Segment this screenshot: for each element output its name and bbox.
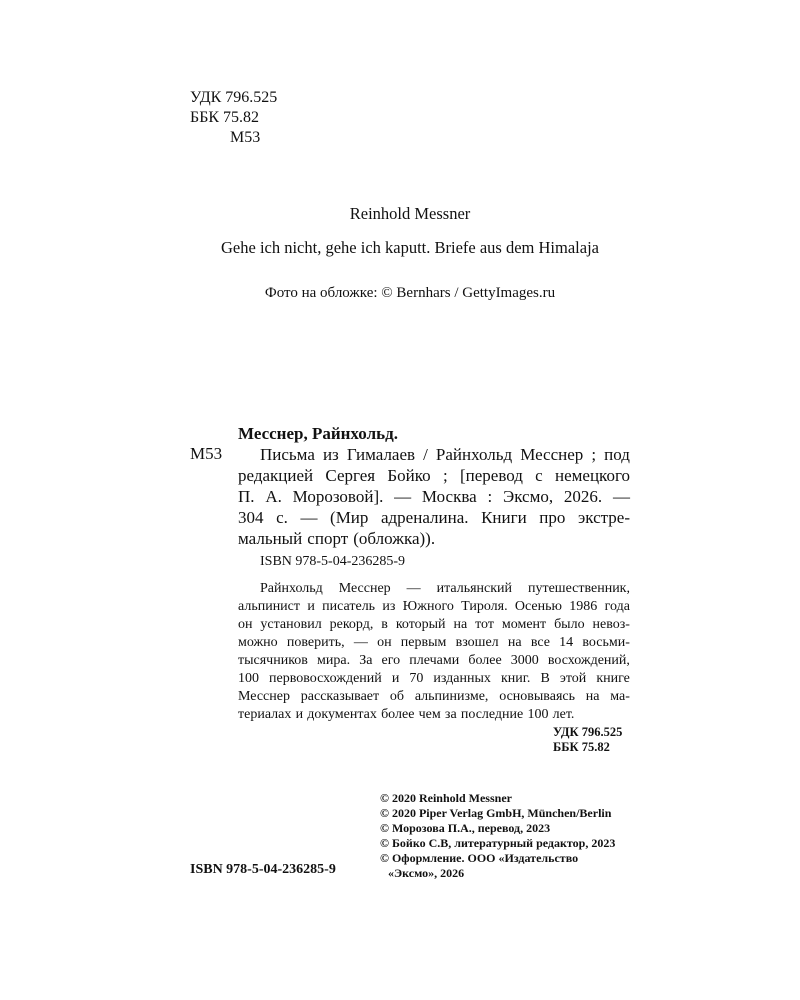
word: последние	[460, 707, 524, 722]
word: ма-	[610, 689, 630, 704]
word: Бойко	[387, 466, 431, 485]
word: териалах	[238, 707, 292, 722]
annotation-line	[238, 652, 630, 670]
catalog-isbn: ISBN 978-5-04-236285-9	[260, 554, 406, 569]
copyright-line: © Морозова П.А., перевод, 2023	[380, 821, 551, 835]
catalog-line	[238, 507, 630, 528]
word: этой	[559, 671, 587, 686]
word: с.	[276, 508, 288, 527]
word: Москва	[421, 487, 477, 506]
word: 1986	[569, 599, 598, 614]
photo-credit: Фото на обложке: © Bernhars / GettyImages.ru	[264, 285, 556, 301]
word: Тироля.	[461, 599, 508, 614]
word: Райнхольд	[435, 445, 513, 464]
word: :	[487, 487, 493, 506]
word: было	[554, 617, 585, 632]
word: рекорд,	[329, 617, 374, 632]
word: (Мир	[330, 508, 369, 527]
annotation-line	[238, 688, 630, 706]
word: За	[359, 653, 373, 668]
classification-right	[553, 725, 622, 755]
catalog-description	[238, 444, 630, 549]
copyright-line: © 2020 Reinhold Messner	[380, 791, 512, 805]
word: адреналина.	[380, 508, 469, 527]
author-sign: М53	[230, 129, 261, 146]
word: и	[391, 671, 400, 686]
word: Месснер	[338, 581, 391, 596]
word: спорт	[307, 529, 349, 548]
annotation-line	[238, 598, 630, 616]
copyright-line: © 2020 Piper Verlag GmbH, München/Berlin	[380, 806, 612, 820]
word: установил	[260, 617, 322, 632]
word: ;	[591, 445, 597, 464]
word: Книги	[481, 508, 527, 527]
word: в	[381, 617, 388, 632]
catalog-author-sign: М53	[190, 444, 223, 463]
word: он	[377, 635, 392, 650]
word: Гималаев	[346, 445, 416, 464]
word: альпинист	[238, 599, 301, 614]
word: книге	[596, 671, 630, 686]
word: который	[395, 617, 446, 632]
word: года	[604, 599, 630, 614]
word: из	[382, 599, 396, 614]
original-author: Reinhold Messner	[349, 204, 471, 223]
word: он	[238, 617, 253, 632]
annotation-line	[238, 616, 630, 634]
word: с	[535, 466, 543, 485]
word: Сергея	[325, 466, 376, 485]
annotation-line	[238, 634, 630, 652]
word: 14	[559, 635, 574, 650]
word: —	[406, 581, 421, 596]
word: и	[307, 599, 315, 614]
word: за	[444, 707, 457, 722]
catalog-line	[238, 465, 630, 486]
word: 70	[409, 671, 424, 686]
original-title: Gehe ich nicht, gehe ich kaputt. Briefe aus dem Himalaja	[221, 238, 599, 257]
annotation-line	[238, 670, 630, 688]
word: на	[585, 689, 600, 704]
word: Эксмо,	[503, 487, 554, 506]
classification-block	[190, 88, 277, 148]
word: мальный	[238, 529, 303, 548]
word: первым	[400, 635, 447, 650]
word: —	[300, 508, 318, 527]
word: под	[604, 445, 630, 464]
word: А.	[265, 487, 282, 506]
word: лет.	[552, 707, 575, 722]
word: путешественник,	[527, 581, 630, 596]
word: 304	[238, 508, 264, 527]
word: восхождений,	[547, 653, 630, 668]
catalog-line	[238, 486, 630, 507]
word: на	[507, 635, 522, 650]
word: 100	[238, 671, 259, 686]
word: (обложка)).	[353, 529, 436, 548]
word: первовосхождений	[269, 671, 382, 686]
word: взошел	[455, 635, 499, 650]
word: мира.	[317, 653, 351, 668]
word: можно	[238, 635, 278, 650]
word: восьми-	[582, 635, 630, 650]
catalog-author-heading: Месснер, Райнхольд.	[238, 424, 398, 443]
word: все	[530, 635, 550, 650]
word: писатель	[322, 599, 376, 614]
word: Месснер	[238, 689, 290, 704]
word: изданных	[433, 671, 491, 686]
annotation-line	[238, 580, 630, 598]
catalog-line	[238, 528, 630, 549]
word: основываясь	[499, 689, 575, 704]
annotation	[238, 580, 630, 724]
isbn-bottom: ISBN 978-5-04-236285-9	[190, 862, 336, 877]
word: книг.	[500, 671, 531, 686]
word: П.	[238, 487, 255, 506]
word: момент	[501, 617, 547, 632]
bbk-code-right: ББК 75.82	[553, 740, 610, 754]
word: итальянский	[436, 581, 513, 596]
copyright-line: © Оформление. ООО «Издательство	[380, 851, 579, 865]
word: экстре-	[577, 508, 630, 527]
annotation-line	[238, 706, 630, 724]
word: чем	[418, 707, 441, 722]
word: Письма	[260, 445, 315, 464]
word: Райнхольд	[260, 581, 323, 596]
word: ;	[442, 466, 448, 485]
word: В	[540, 671, 550, 686]
word: плечами	[409, 653, 460, 668]
word: более	[468, 653, 502, 668]
udk-code-right: УДК 796.525	[553, 725, 623, 739]
word: альпинизме,	[414, 689, 489, 704]
word: документах	[307, 707, 377, 722]
word: —	[353, 635, 368, 650]
word: более	[381, 707, 415, 722]
word: редакцией	[238, 466, 314, 485]
copyright-block	[380, 791, 615, 881]
word: тысячников	[238, 653, 308, 668]
word: об	[389, 689, 405, 704]
word: и	[295, 707, 304, 722]
word: Месснер	[520, 445, 584, 464]
word: —	[612, 487, 630, 506]
udk-code: УДК 796.525	[190, 89, 278, 106]
word: тот	[475, 617, 494, 632]
word: на	[453, 617, 468, 632]
word: рассказывает	[300, 689, 380, 704]
word: /	[423, 445, 428, 464]
word: 2026.	[563, 487, 603, 506]
word: Южного	[402, 599, 454, 614]
word: невоз-	[592, 617, 630, 632]
copyright-line: «Эксмо», 2026	[388, 866, 465, 880]
word: —	[394, 487, 412, 506]
word: 3000	[510, 653, 539, 668]
bbk-code: ББК 75.82	[190, 109, 260, 126]
word: Морозовой].	[292, 487, 384, 506]
word: из	[322, 445, 339, 464]
word: поверить,	[286, 635, 345, 650]
word: 100	[527, 707, 549, 722]
word: Осенью	[514, 599, 562, 614]
catalog-line	[238, 444, 630, 465]
word: его	[381, 653, 401, 668]
copyright-line: © Бойко С.В, литературный редактор, 2023	[380, 836, 616, 850]
word: про	[539, 508, 566, 527]
word: немецкого	[555, 466, 630, 485]
word: [перевод	[459, 466, 523, 485]
